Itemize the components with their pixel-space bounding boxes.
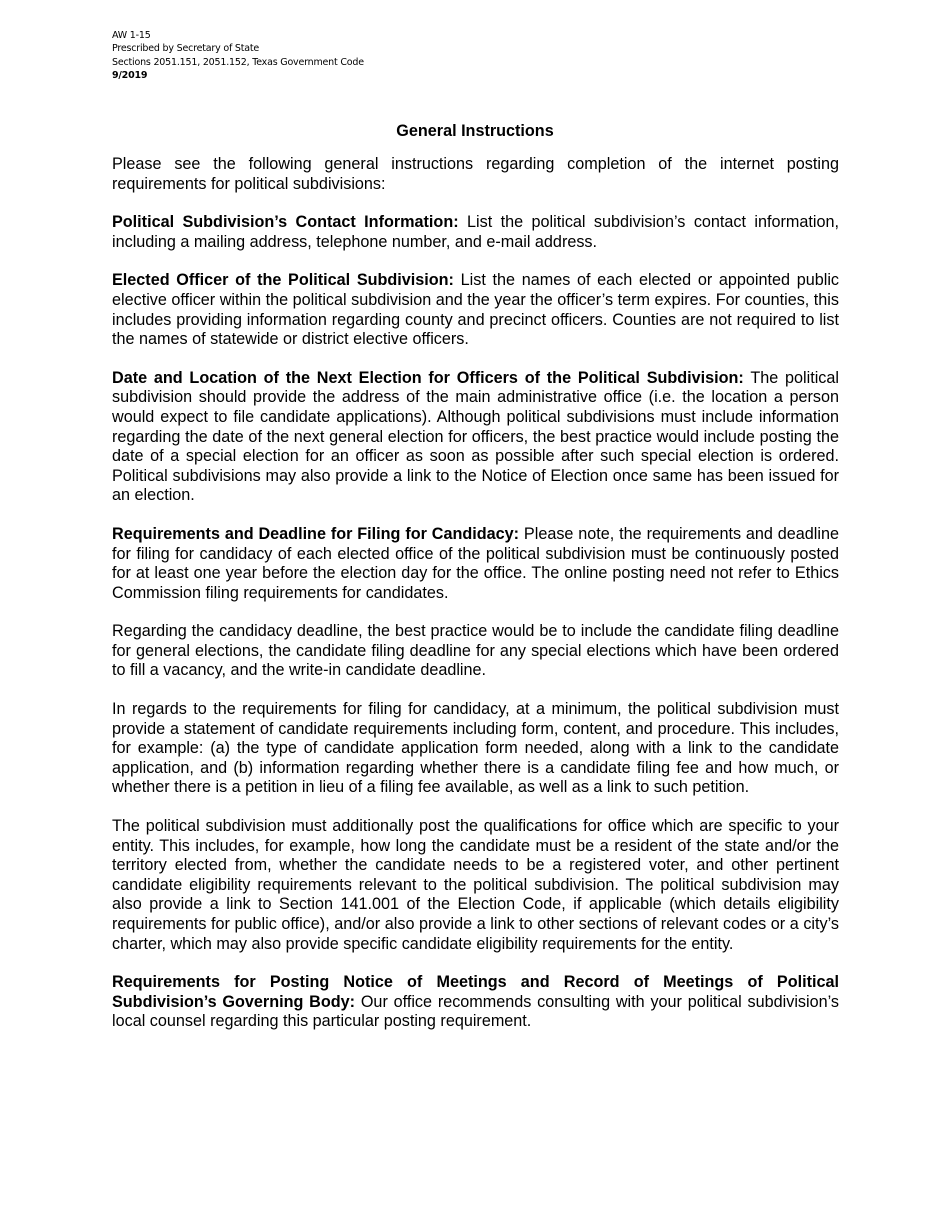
paragraph-lead: Date and Location of the Next Election for Officers of the Political Subdivision: [112,368,744,387]
prescribed-by: Prescribed by Secretary of State [112,43,260,55]
paragraph-text: Our office recommends consulting with your political subdivision’s local counsel regarding this particular posting requirement. [112,992,840,1031]
paragraph-intro [112,155,839,194]
paragraph-contact-info [112,213,839,252]
paragraph-elected-officer [112,271,839,349]
instructions-body [112,155,839,1051]
paragraph-lead: Political Subdivision’s Contact Information: [112,213,459,232]
revision-date: 9/2019 [112,70,148,82]
form-number: AW 1-15 [112,30,151,41]
paragraph-qualifications [112,817,839,954]
statute-sections: Sections 2051.151, 2051.152, Texas Government Code [112,56,364,68]
paragraph-lead: Requirements and Deadline for Filing for Candidacy: [112,524,520,543]
paragraph-lead: Elected Officer of the Political Subdivision: [112,271,454,290]
paragraph-text: Please note, the requirements and deadline for filing for candidacy of each elected office of the political subdivision must be continuously posted for at least one year before the election day for the office. The online posting need not refer to Ethics Commission filing requirements for candidates. [112,524,840,602]
paragraph-text: In regards to the requirements for filing for candidacy, at a minimum, the political subdivision must provide a statement of candidate requirements including form, content, and procedure. This includes, for example: (a) the type of candidate application form needed, along with a link to the candidate application, and (b) information regarding whether there is a candidate filing fee and how much, or whether there is a petition in lieu of a filing fee available, as well as a link to such petition. [112,700,839,797]
paragraph-next-election [112,369,839,506]
paragraph-candidacy-deadline [112,622,839,681]
paragraph-candidacy-requirements [112,525,839,603]
paragraph-text: List the names of each elected or appointed public elective officer within the political subdivision and the year the officer’s term expires. For counties, this includes providing information regarding county and precinct officers. Counties are not required to list the names of statewide or district elective officers. [112,271,840,349]
paragraph-text: The political subdivision must additionally post the qualifications for office which are specific to your entity. This includes, for example, how long the candidate must be a resident of the state and/or the territory elected from, whether the candidate needs to be a registered voter, and other pertinent candidate eligibility requirements relevant to the political subdivision. The political subdivision may also provide a link to Section 141.001 of the Election Code, if applicable (which details eligibility requirements for public office), and/or also provide a link to other sections of relevant codes or a city’s charter, which may also provide specific candidate eligibility requirements for the entity. [112,817,839,953]
paragraph-text: The political subdivision should provide the address of the main administrative office (i.e. the location a person would expect to file candidate applications). Although political subdivisions must include information regarding the date of the next general election for officers, the best practice would include posting the date of a special election for an officer as soon as possible after such special election is ordered. Political subdivisions may also provide a link to the Notice of Election once same has been issued for an election. [112,368,839,505]
paragraph-filing-minimum [112,700,839,798]
page-title: General Instructions [396,122,554,140]
paragraph-meetings [112,973,839,1032]
paragraph-text: List the political subdivision’s contact information, including a mailing address, telephone number, and e-mail address. [112,213,839,251]
form-header [112,29,364,83]
paragraph-lead: Requirements for Posting Notice of Meetings and Record of Meetings of Political Subdivision’s Governing Body: [112,973,839,1011]
paragraph-text: Regarding the candidacy deadline, the best practice would be to include the candidate filing deadline for general elections, the candidate filing deadline for any special elections which have been ordered to fill a vacancy, and the write-in candidate deadline. [112,622,839,680]
paragraph-text: Please see the following general instructions regarding completion of the internet posting requirements for political subdivisions: [112,155,839,193]
